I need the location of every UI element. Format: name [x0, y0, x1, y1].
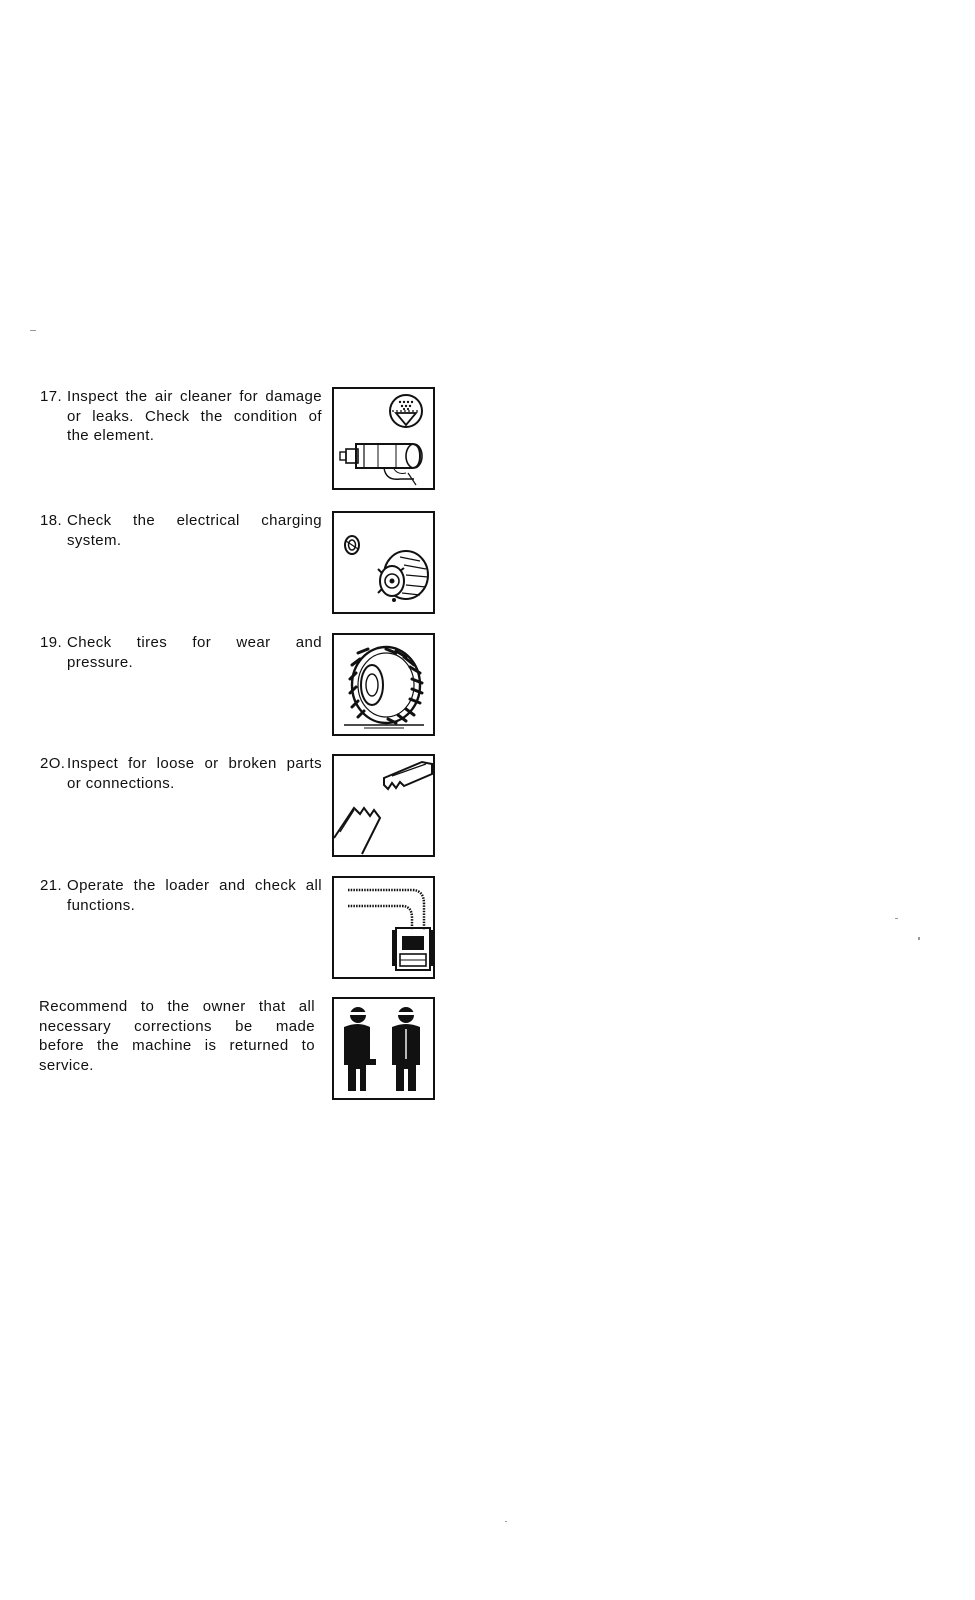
closing-line: service. — [39, 1056, 94, 1074]
item-text — [40, 511, 322, 550]
item-line: Operate the loader and check all — [67, 877, 322, 894]
closing-line: necessary corrections be made — [39, 1017, 315, 1035]
inspection-item-19 — [40, 633, 440, 737]
broken-part-icon — [332, 754, 435, 857]
tire-icon — [332, 633, 435, 736]
item-line: pressure. — [67, 653, 134, 671]
inspection-item-20 — [40, 754, 440, 858]
item-number: 21. — [40, 877, 63, 894]
item-line: Check the electrical charging — [67, 512, 322, 529]
item-line: or connections. — [67, 774, 175, 792]
item-line: or leaks. Check the condition of — [67, 407, 322, 425]
closing-note — [39, 997, 439, 1101]
item-line: system. — [67, 531, 122, 549]
item-number: 18. — [40, 512, 63, 529]
item-line: Inspect the air cleaner for damage — [67, 388, 322, 405]
scan-speck — [918, 937, 920, 940]
item-line: functions. — [67, 896, 136, 914]
item-text — [40, 633, 322, 672]
closing-line: Recommend to the owner that all — [39, 998, 315, 1015]
loader-icon — [332, 876, 435, 979]
two-people-icon — [332, 997, 435, 1100]
item-line: Inspect for loose or broken parts — [67, 755, 322, 772]
scan-speck — [30, 330, 36, 331]
closing-text — [39, 997, 315, 1075]
item-text — [40, 387, 322, 446]
item-line: Check tires for wear and — [67, 634, 322, 651]
item-number: 2O. — [40, 755, 66, 772]
closing-line: before the machine is returned to — [39, 1037, 315, 1054]
item-text — [40, 876, 322, 915]
scan-speck — [505, 1521, 507, 1522]
inspection-item-18 — [40, 511, 440, 615]
item-text — [40, 754, 322, 793]
inspection-item-17 — [40, 387, 440, 491]
air-cleaner-icon — [332, 387, 435, 490]
item-number: 17. — [40, 388, 63, 405]
item-line: the element. — [67, 427, 155, 444]
item-number: 19. — [40, 634, 63, 651]
alternator-icon — [332, 511, 435, 614]
scan-speck — [895, 918, 898, 919]
inspection-item-21 — [40, 876, 440, 980]
